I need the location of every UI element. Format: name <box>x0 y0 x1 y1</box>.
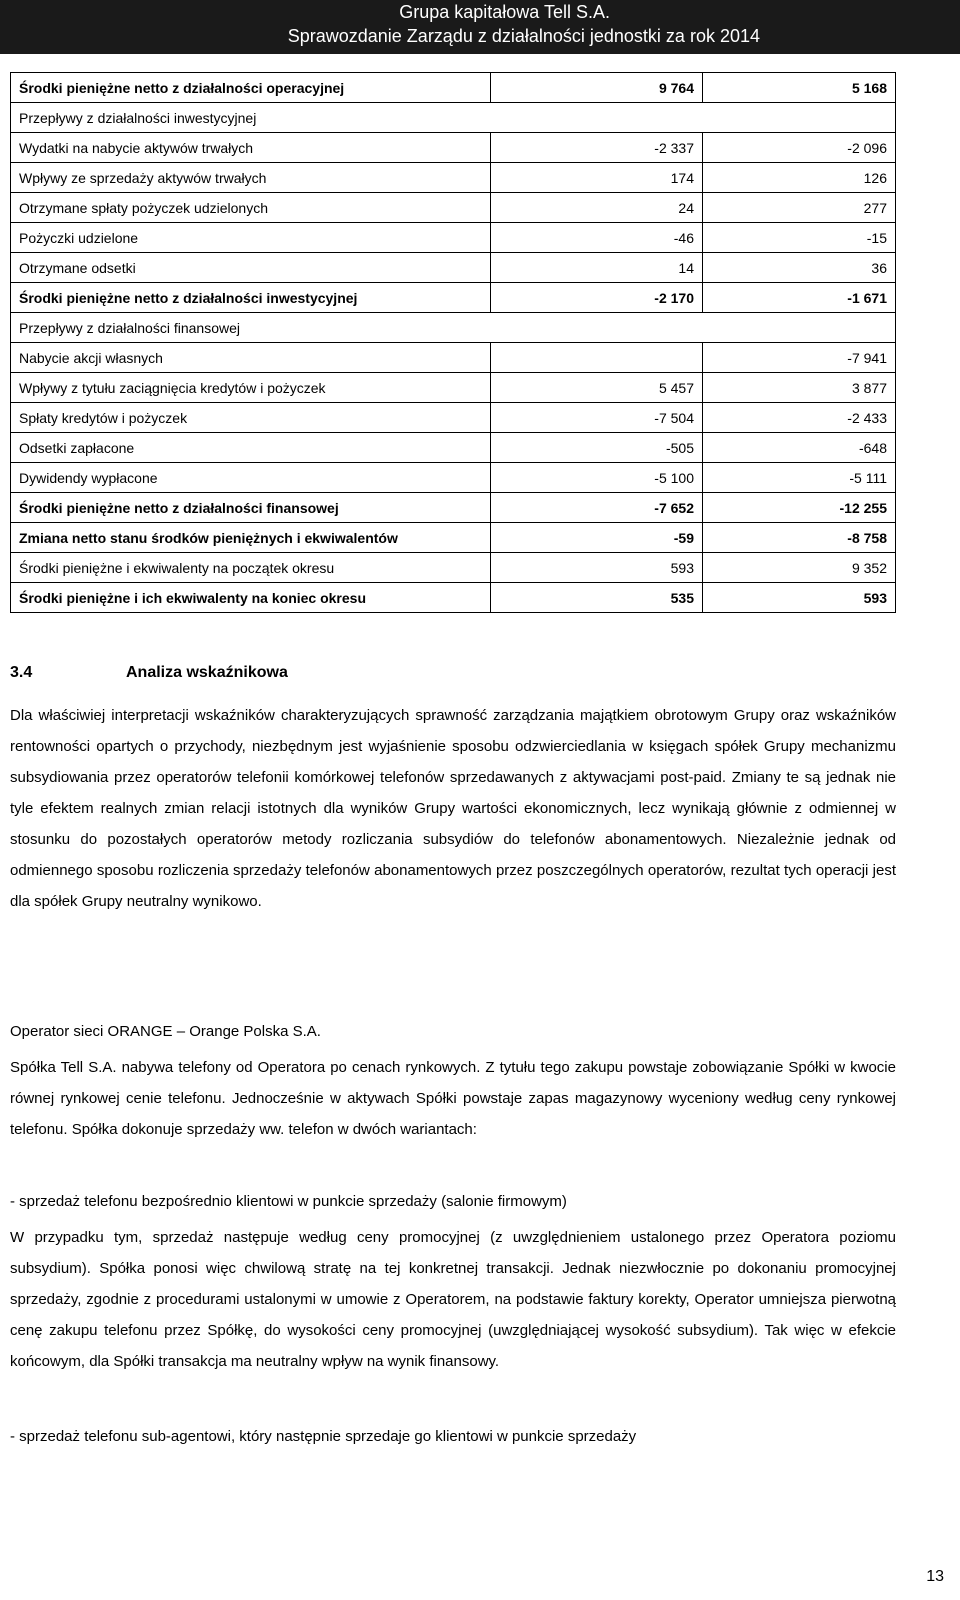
row-label: Pożyczki udzielone <box>11 223 491 253</box>
value-2013: -15 <box>703 223 896 253</box>
table-row <box>11 433 896 463</box>
paragraph-variant-2: - sprzedaż telefonu sub-agentowi, który następnie sprzedaje go klientowi w punkcie sprzedaży <box>10 1428 637 1445</box>
value-2013: -7 941 <box>703 343 896 373</box>
row-label: Środki pieniężne netto z działalności operacyjnej <box>11 73 491 103</box>
value-2014: 5 457 <box>491 373 703 403</box>
header-company: Grupa kapitałowa Tell S.A. <box>399 2 610 22</box>
row-label: Wpływy ze sprzedaży aktywów trwałych <box>11 163 491 193</box>
table-row <box>11 493 896 523</box>
value-2013: -1 671 <box>703 283 896 313</box>
page-header <box>0 0 960 54</box>
table-row <box>11 553 896 583</box>
value-2013: 126 <box>703 163 896 193</box>
row-label: Przepływy z działalności inwestycyjnej <box>11 103 896 133</box>
value-2013: 277 <box>703 193 896 223</box>
value-2013: -5 111 <box>703 463 896 493</box>
value-2013: -12 255 <box>703 493 896 523</box>
value-2014: 24 <box>491 193 703 223</box>
value-2013: -2 096 <box>703 133 896 163</box>
row-label: Otrzymane odsetki <box>11 253 491 283</box>
table-row <box>11 403 896 433</box>
table-row <box>11 373 896 403</box>
row-label: Środki pieniężne i ekwiwalenty na początek okresu <box>11 553 491 583</box>
section-heading <box>10 664 288 682</box>
table-row <box>11 283 896 313</box>
paragraph-variant-1: - sprzedaż telefonu bezpośrednio klientowi w punkcie sprzedaży (salonie firmowym) <box>10 1193 567 1210</box>
row-label: Nabycie akcji własnych <box>11 343 491 373</box>
value-2014: 593 <box>491 553 703 583</box>
paragraph-promo: W przypadku tym, sprzedaż następuje według ceny promocyjnej (z uwzględnieniem ustalonego przez Operatora poziomu subsydium). Spółka ponosi więc chwilową stratę na tej konkretnej transakcji. Jednak niezwłocznie po dokonaniu promocyjnej sprzedaży, zgodnie z procedurami ustalonymi w umowie z Operatorem, na podstawie faktury korekty, Operator umniejsza pierwotną cenę zakupu telefonu przez Spółkę, do wysokości ceny promocyjnej (uwzględniającej wysokość subsydium). Tak więc w efekcie końcowym, dla Spółki transakcja ma neutralny wpływ na wynik finansowy. <box>10 1229 896 1370</box>
value-2013: -8 758 <box>703 523 896 553</box>
row-label: Odsetki zapłacone <box>11 433 491 463</box>
section-number: 3.4 <box>10 664 33 681</box>
value-2013: 9 352 <box>703 553 896 583</box>
row-label: Dywidendy wypłacone <box>11 463 491 493</box>
row-label: Przepływy z działalności finansowej <box>11 313 896 343</box>
row-label: Środki pieniężne netto z działalności finansowej <box>11 493 491 523</box>
value-2014: 14 <box>491 253 703 283</box>
value-2013: 593 <box>703 583 896 613</box>
row-label: Otrzymane spłaty pożyczek udzielonych <box>11 193 491 223</box>
value-2013: 36 <box>703 253 896 283</box>
table-row <box>11 103 896 133</box>
value-2013: -648 <box>703 433 896 463</box>
value-2014: -5 100 <box>491 463 703 493</box>
value-2014: 9 764 <box>491 73 703 103</box>
value-2014: -505 <box>491 433 703 463</box>
table-row <box>11 163 896 193</box>
section-title: Analiza wskaźnikowa <box>126 664 288 681</box>
value-2014: 174 <box>491 163 703 193</box>
row-label: Środki pieniężne netto z działalności inwestycyjnej <box>11 283 491 313</box>
value-2014 <box>491 343 703 373</box>
row-label: Środki pieniężne i ich ekwiwalenty na koniec okresu <box>11 583 491 613</box>
value-2014: -2 337 <box>491 133 703 163</box>
table-row <box>11 343 896 373</box>
paragraph-purchase: Spółka Tell S.A. nabywa telefony od Operatora po cenach rynkowych. Z tytułu tego zakupu powstaje zobowiązanie Spółki w kwocie równej rynkowej cenie telefonu. Jednocześnie w aktywach Spółki powstaje zapas magazynowy wyceniony według ceny rynkowej telefonu. Spółka dokonuje sprzedaży ww. telefon w dwóch wariantach: <box>10 1059 896 1138</box>
row-label: Zmiana netto stanu środków pieniężnych i ekwiwalentów <box>11 523 491 553</box>
table-row <box>11 313 896 343</box>
value-2014: -2 170 <box>491 283 703 313</box>
value-2014: -7 504 <box>491 403 703 433</box>
table-row <box>11 253 896 283</box>
table-row <box>11 583 896 613</box>
value-2013: 5 168 <box>703 73 896 103</box>
value-2014: -7 652 <box>491 493 703 523</box>
table-row <box>11 523 896 553</box>
paragraph-operator: Operator sieci ORANGE – Orange Polska S.A. <box>10 1023 321 1040</box>
table-row <box>11 193 896 223</box>
cash-flow-table <box>10 72 896 613</box>
value-2013: -2 433 <box>703 403 896 433</box>
value-2013: 3 877 <box>703 373 896 403</box>
table-row <box>11 463 896 493</box>
value-2014: -59 <box>491 523 703 553</box>
row-label: Wydatki na nabycie aktywów trwałych <box>11 133 491 163</box>
paragraph-analysis: Dla właściwiej interpretacji wskaźników charakteryzujących sprawność zarządzania majątkiem obrotowym Grupy oraz wskaźników rentowności opartych o przychody, niezbędnym jest wyjaśnienie sposobu odzwierciedlania w księgach spółek Grupy mechanizmu subsydiowania przez operatorów telefonii komórkowej telefonów sprzedawanych z aktywacjami post-paid. Zmiany te są jednak nie tyle efektem realnych zmian relacji istotnych dla wyników Grupy wartości ekonomicznych, lecz wynikają głównie z odmiennej w stosunku do pozostałych operatorów metody rozliczania subsydiów do telefonów abonamentowych. Niezależnie jednak od odmiennego sposobu rozliczenia sprzedaży telefonów abonamentowych przez poszczególnych operatorów, rezultat tych operacji jest dla spółek Grupy neutralny wynikowo. <box>10 707 896 910</box>
header-report-title: Sprawozdanie Zarządu z działalności jednostki za rok 2014 <box>287 26 760 46</box>
table-row <box>11 133 896 163</box>
row-label: Spłaty kredytów i pożyczek <box>11 403 491 433</box>
page-number: 13 <box>926 1568 944 1585</box>
row-label: Wpływy z tytułu zaciągnięcia kredytów i pożyczek <box>11 373 491 403</box>
value-2014: 535 <box>491 583 703 613</box>
table-row <box>11 73 896 103</box>
table-row <box>11 223 896 253</box>
value-2014: -46 <box>491 223 703 253</box>
